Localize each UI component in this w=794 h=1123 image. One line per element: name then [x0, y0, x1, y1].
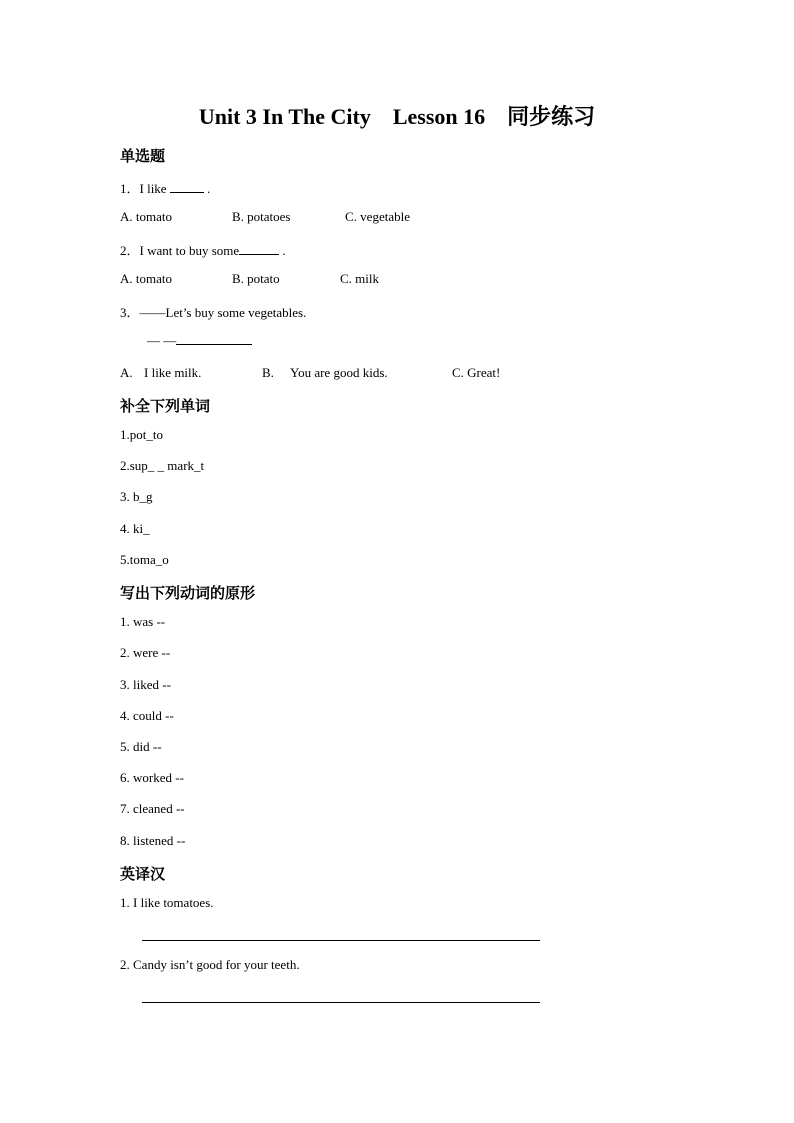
question-2-tail: . [282, 243, 286, 258]
word-item: 2.sup_ _ mark_t [120, 458, 205, 473]
q1-option-c: C. vegetable [345, 209, 410, 224]
answer-line [142, 940, 540, 941]
verb-item: 8. listened -- [120, 833, 186, 848]
answer-blank [239, 243, 279, 255]
question-3-reply [147, 333, 252, 349]
word-item: 5.toma_o [120, 552, 169, 567]
q2-option-a: A. tomato [120, 271, 172, 286]
answer-blank [176, 333, 252, 345]
question-1 [120, 178, 210, 197]
question-1-tail: . [207, 181, 211, 196]
question-3-reply-dash: — — [147, 333, 177, 348]
q2-option-c: C. milk [340, 271, 380, 286]
verb-item: 7. cleaned -- [120, 801, 185, 816]
verb-item: 5. did -- [120, 739, 162, 754]
section-heading-mc: 单选题 [120, 147, 166, 165]
verb-item: 3. liked -- [120, 677, 171, 692]
section-heading-verbs: 写出下列动词的原形 [120, 584, 256, 602]
title-unit: Unit 3 In The City [198, 104, 371, 129]
question-2 [120, 240, 286, 259]
q1-option-a: A. tomato [120, 209, 172, 224]
page-title [0, 100, 794, 131]
word-item: 3. b_g [120, 489, 153, 504]
q3-option-b-letter: B. [262, 365, 274, 380]
question-1-text: 1．I like [120, 181, 167, 196]
translate-item: 2. Candy isn’t good for your teeth. [120, 957, 300, 972]
word-item: 1.pot_to [120, 427, 163, 442]
q1-option-b: B. potatoes [232, 209, 291, 224]
answer-line [142, 1002, 540, 1003]
verb-item: 1. was -- [120, 614, 166, 629]
verb-item: 2. were -- [120, 645, 171, 660]
q2-option-b: B. potato [232, 271, 280, 286]
word-item: 4. ki_ [120, 521, 150, 536]
question-3: 3．——Let’s buy some vegetables. [120, 305, 307, 320]
q3-option-b-text: You are good kids. [290, 365, 388, 380]
q3-option-c: C. Great! [452, 365, 501, 380]
section-heading-complete: 补全下列单词 [120, 397, 211, 415]
title-lesson: Lesson 16 [392, 104, 486, 129]
q3-option-a-letter: A. [120, 365, 133, 380]
title-suffix: 同步练习 [507, 105, 596, 130]
q3-option-a-text: I like milk. [144, 365, 202, 380]
verb-item: 4. could -- [120, 708, 174, 723]
question-2-text: 2．I want to buy some [120, 243, 240, 258]
translate-item: 1. I like tomatoes. [120, 895, 214, 910]
answer-blank [170, 181, 204, 193]
verb-item: 6. worked -- [120, 770, 184, 785]
section-heading-translate: 英译汉 [120, 865, 166, 883]
